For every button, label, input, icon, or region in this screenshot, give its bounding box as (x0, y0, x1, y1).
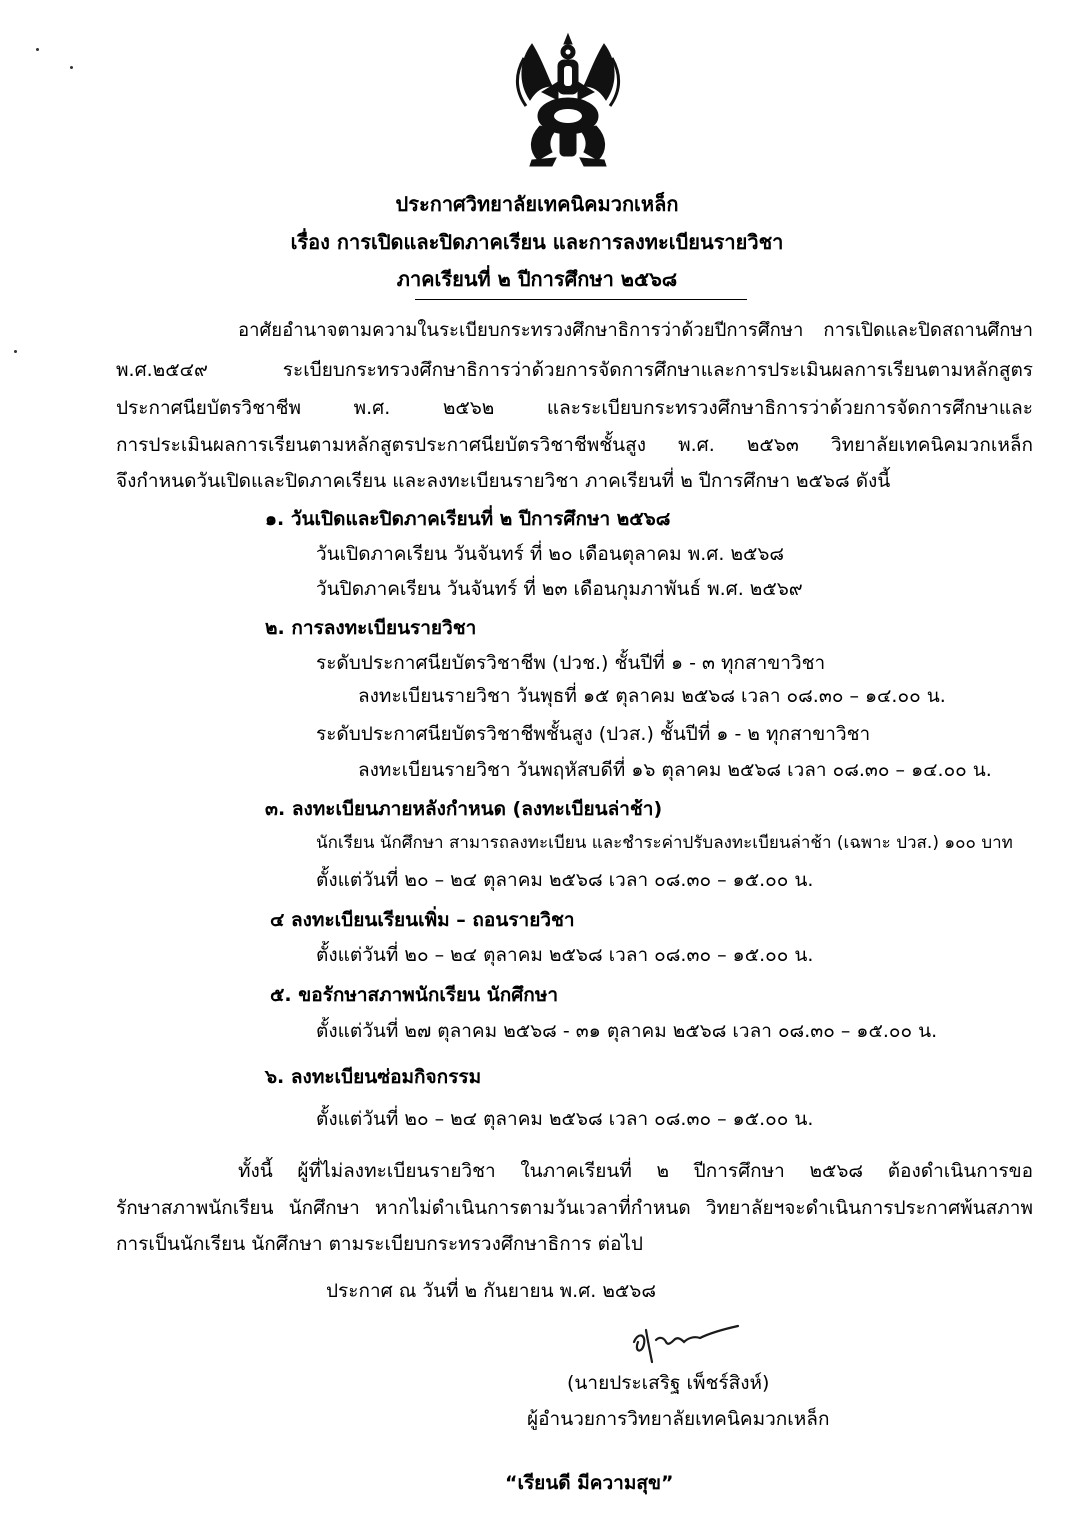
intro-line-2: พ.ศ.๒๕๔๙ ระเบียบกระทรวงศึกษาธิการว่าด้วยการจัดการศึกษาและการประเมินผลการเรียนตามหลักสูตร (116, 359, 1033, 381)
intro-line-1: อาศัยอำนาจตามความในระเบียบกระทรวงศึกษาธิการว่าด้วยปีการศึกษา การเปิดและปิดสถานศึกษา (238, 320, 1033, 341)
closing-line-2: รักษาสภาพนักเรียน นักศึกษา หากไม่ดำเนินการตามวันเวลาที่กำหนด วิทยาลัยฯจะดำเนินการประกาศพ้นสภาพ (116, 1197, 1033, 1219)
section-2-level-1: ระดับประกาศนียบัตรวิชาชีพ (ปวช.) ชั้นปีที่ ๑ - ๓ ทุกสาขาวิชา (316, 652, 826, 674)
scan-speck (14, 350, 17, 353)
closing-line-1: ทั้งนี้ ผู้ที่ไม่ลงทะเบียนรายวิชา ในภาคเรียนที่ ๒ ปีการศึกษา ๒๕๖๘ ต้องดำเนินการขอ (238, 1160, 1033, 1182)
intro-line-3: ประกาศนียบัตรวิชาชีพ พ.ศ. ๒๕๖๒ และระเบียบกระทรวงศึกษาธิการว่าด้วยการจัดการศึกษาและ (116, 397, 1033, 419)
section-2-level-2: ระดับประกาศนียบัตรวิชาชีพชั้นสูง (ปวส.) ชั้นปีที่ ๑ - ๒ ทุกสาขาวิชา (316, 723, 871, 745)
intro-line-5: จึงกำหนดวันเปิดและปิดภาคเรียน และลงทะเบียนรายวิชา ภาคเรียนที่ ๒ ปีการศึกษา ๒๕๖๘ ดังนี้ (116, 470, 891, 492)
section-1-close-date: วันปิดภาคเรียน วันจันทร์ ที่ ๒๓ เดือนกุมภาพันธ์ พ.ศ. ๒๕๖๙ (316, 578, 803, 600)
section-4-heading: ๔ ลงทะเบียนเรียนเพิ่ม – ถอนรายวิชา (270, 909, 575, 931)
header-divider (415, 299, 747, 300)
signatory-position: ผู้อำนวยการวิทยาลัยเทคนิคมวกเหล็ก (527, 1408, 830, 1430)
section-6-time: ตั้งแต่วันที่ ๒๐ – ๒๔ ตุลาคม ๒๕๖๘ เวลา ๐๘.๓๐ – ๑๕.๐๐ น. (316, 1108, 814, 1130)
section-1-heading: ๑. วันเปิดและปิดภาคเรียนที่ ๒ ปีการศึกษา ๒๕๖๘ (265, 508, 671, 530)
header-line-3: ภาคเรียนที่ ๒ ปีการศึกษา ๒๕๖๘ (396, 267, 678, 291)
section-2-heading: ๒. การลงทะเบียนรายวิชา (265, 617, 477, 639)
scan-speck (36, 48, 39, 51)
intro-line-4: การประเมินผลการเรียนตามหลักสูตรประกาศนียบัตรวิชาชีพชั้นสูง พ.ศ. ๒๕๖๓ วิทยาลัยเทคนิคมวกเหล็ก (116, 434, 1033, 456)
section-2-level-2-time: ลงทะเบียนรายวิชา วันพฤหัสบดีที่ ๑๖ ตุลาคม ๒๕๖๘ เวลา ๐๘.๓๐ – ๑๔.๐๐ น. (358, 759, 992, 781)
motto: “เรียนดี มีความสุข” (505, 1472, 674, 1494)
scan-speck (70, 66, 73, 69)
closing-line-3: การเป็นนักเรียน นักศึกษา ตามระเบียบกระทรวงศึกษาธิการ ต่อไป (116, 1233, 643, 1255)
section-5-time: ตั้งแต่วันที่ ๒๗ ตุลาคม ๒๕๖๘ - ๓๑ ตุลาคม ๒๕๖๘ เวลา ๐๘.๓๐ – ๑๕.๐๐ น. (316, 1020, 938, 1042)
section-2-level-1-time: ลงทะเบียนรายวิชา วันพุธที่ ๑๕ ตุลาคม ๒๕๖๘ เวลา ๐๘.๓๐ – ๑๔.๐๐ น. (358, 685, 946, 707)
signature-image (628, 1312, 748, 1364)
section-5-heading: ๕. ขอรักษาสภาพนักเรียน นักศึกษา (270, 984, 559, 1006)
section-3-heading: ๓. ลงทะเบียนภายหลังกำหนด (ลงทะเบียนล่าช้า) (265, 798, 663, 820)
header-line-2: เรื่อง การเปิดและปิดภาคเรียน และการลงทะเบียนรายวิชา (290, 230, 784, 254)
section-1-open-date: วันเปิดภาคเรียน วันจันทร์ ที่ ๒๐ เดือนตุลาคม พ.ศ. ๒๕๖๘ (316, 543, 785, 565)
signatory-name: (นายประเสริฐ เพ็ชร์สิงห์) (567, 1372, 770, 1394)
announce-date: ประกาศ ณ วันที่ ๒ กันยายน พ.ศ. ๒๕๖๘ (326, 1280, 656, 1302)
section-4-time: ตั้งแต่วันที่ ๒๐ – ๒๔ ตุลาคม ๒๕๖๘ เวลา ๐๘.๓๐ – ๑๕.๐๐ น. (316, 944, 814, 966)
section-3-time: ตั้งแต่วันที่ ๒๐ – ๒๔ ตุลาคม ๒๕๖๘ เวลา ๐๘.๓๐ – ๑๕.๐๐ น. (316, 869, 814, 891)
section-3-description: นักเรียน นักศึกษา สามารถลงทะเบียน และชำระค่าปรับลงทะเบียนล่าช้า (เฉพาะ ปวส.) ๑๐๐ บาท (316, 833, 1013, 853)
garuda-emblem-icon (512, 30, 624, 168)
section-6-heading: ๖. ลงทะเบียนซ่อมกิจกรรม (265, 1066, 482, 1088)
header-line-1: ประกาศวิทยาลัยเทคนิคมวกเหล็ก (395, 192, 679, 216)
